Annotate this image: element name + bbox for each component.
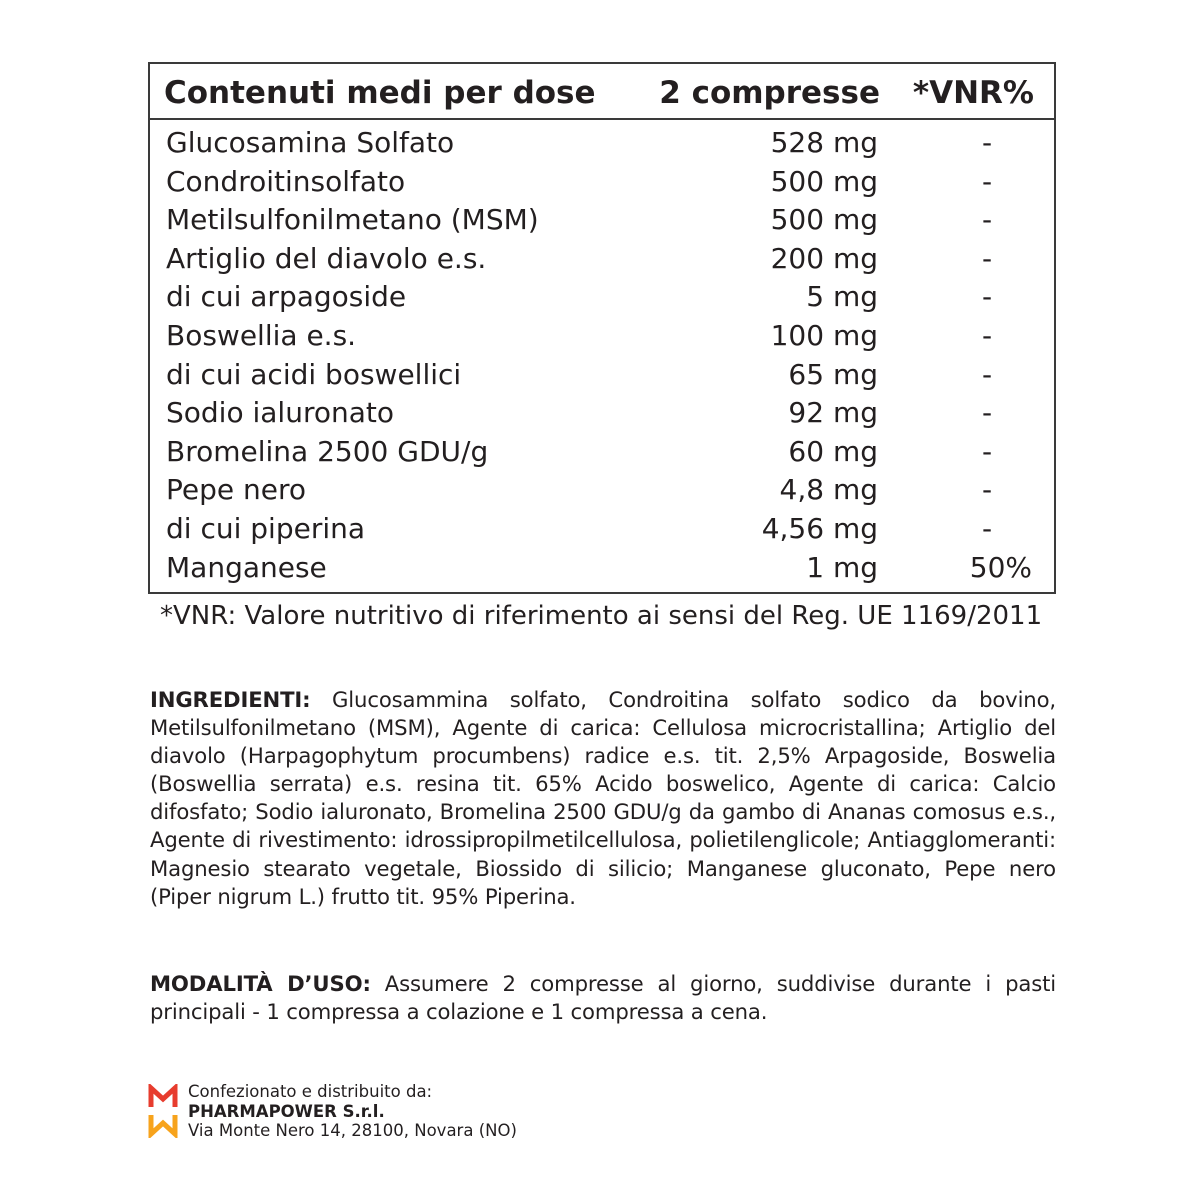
row-amount: 500 mg [770,164,878,198]
header-vnr: *VNR% [912,75,1034,111]
table-row [150,201,1054,240]
ingredients-text: Glucosammina solfato, Condroitina solfato sodico da bovino, Metilsulfonilmetano (MSM), Agente di carica: Cellulosa microcristallina; Artiglio del diavolo (Harpagophytum procumbens) radice e.s. tit. 2,5% Arpagoside, Boswelia (Boswellia serrata) e.s. resina tit. 65% Acido boswelico, Agente di carica: Calcio difosfato; Sodio ialuronato, Bromelina 2500 GDU/g da gambo di Ananas comosus e.s., Agente di rivestimento: idrossipropilmetilcellulosa, polietilenglicole; Antiagglomeranti: Magnesio stearato vegetale, Biossido di silicio; Manganese gluconato, Pepe nero (Piper nigrum L.) frutto tit. 95% Piperina. [150,687,1056,909]
row-amount: 528 mg [770,126,878,159]
row-name: Glucosamina Solfato [166,126,455,159]
ingredients-label: INGREDIENTI: [150,687,311,712]
row-vnr: - [981,318,993,352]
table-row [150,549,1054,588]
row-amount: 500 mg [770,203,878,237]
usage-label: MODALITÀ D’USO: [150,971,371,996]
table-row [150,317,1054,356]
company-address: Via Monte Nero 14, 28100, Novara (NO) [188,1121,517,1140]
table-header [150,64,1054,120]
row-name: di cui arpagoside [166,280,407,314]
usage-text: Assumere 2 compresse al giorno, suddivise durante i pasti principali - 1 compressa a colazione e 1 compressa a cena. [150,971,1056,1025]
row-name: Boswellia e.s. [166,318,357,352]
row-name: Bromelina 2500 GDU/g [166,434,489,468]
row-amount: 200 mg [770,241,878,275]
row-amount: 1 mg [806,550,878,584]
table-row [150,471,1054,510]
row-amount: 65 mg [788,357,878,391]
table-row [150,356,1054,395]
distributor-intro: Confezionato e distribuito da: [188,1082,433,1101]
row-vnr: - [981,434,993,468]
row-name: di cui piperina [166,511,366,545]
table-row [150,240,1054,279]
table-row [150,163,1054,202]
mw-logo-icon [148,1084,178,1138]
row-name: Manganese [166,550,327,584]
table-row [150,433,1054,472]
row-name: Pepe nero [166,473,307,507]
row-vnr: - [981,357,993,391]
row-name: Condroitinsolfato [166,164,406,198]
row-amount: 60 mg [788,434,878,468]
row-amount: 5 mg [806,280,878,314]
table-row [150,510,1054,549]
row-vnr: - [981,280,993,314]
company-name: PHARMAPOWER S.r.l. [188,1101,385,1121]
table-row [150,394,1054,433]
row-vnr: - [981,203,993,237]
company-details [188,1082,517,1141]
row-vnr: - [981,511,993,545]
row-amount: 92 mg [788,396,878,430]
row-vnr: - [981,396,993,430]
row-name: Artiglio del diavolo e.s. [166,241,487,275]
row-amount: 4,8 mg [779,473,878,507]
table-row [150,278,1054,317]
ingredients-paragraph [150,686,1056,911]
row-vnr: 50% [969,550,1032,584]
usage-paragraph [150,970,1056,1026]
header-content-per-dose: Contenuti medi per dose [164,75,596,111]
row-name: Sodio ialuronato [166,396,394,430]
nutrition-table [148,62,1056,594]
row-name: di cui acidi boswellici [166,357,462,391]
row-vnr: - [981,126,993,159]
row-amount: 4,56 mg [761,511,878,545]
row-vnr: - [981,241,993,275]
row-vnr: - [981,164,993,198]
table-row [150,124,1054,163]
vnr-footnote: *VNR: Valore nutritivo di riferimento ai sensi del Reg. UE 1169/2011 [160,601,1043,631]
row-name: Metilsulfonilmetano (MSM) [166,203,539,237]
table-body [150,124,1054,587]
row-amount: 100 mg [770,318,878,352]
row-vnr: - [981,473,993,507]
header-amount: 2 compresse [659,75,880,111]
